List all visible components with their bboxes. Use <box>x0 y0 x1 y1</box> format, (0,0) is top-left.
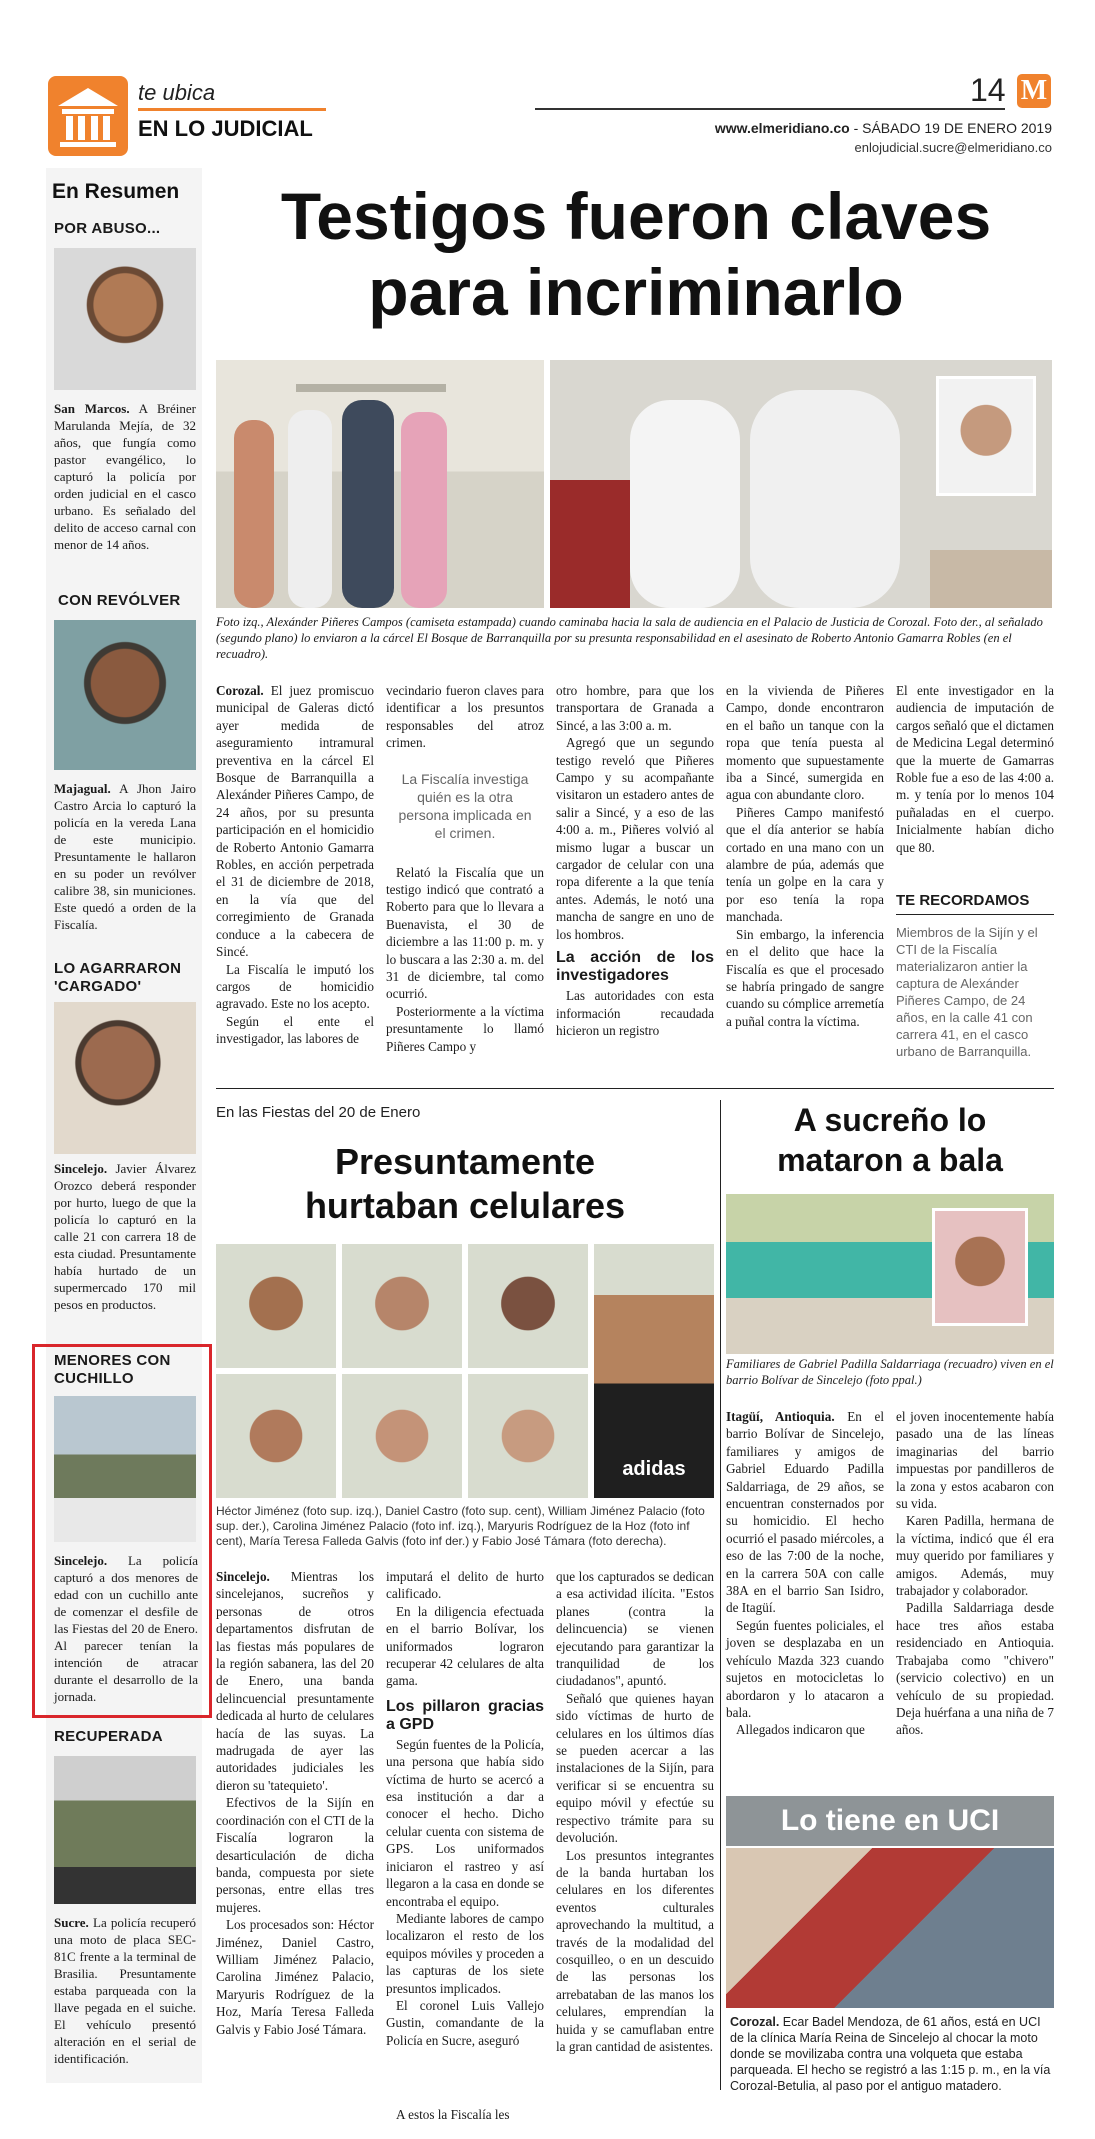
brief-photo <box>54 620 196 770</box>
paragraph: que los capturados se dedican a esa actividad ilícita. "Estos planes (contra la delincuencia) se vienen ejecutando para garantizar la tranquilidad de los ciudadanos", apuntó. <box>556 1569 714 1689</box>
brief-title: LO AGARRARON 'CARGADO' <box>54 960 182 995</box>
section-divider <box>216 1088 1054 1089</box>
paragraph: A estos la Fiscalía les <box>396 2107 510 2122</box>
paragraph: Mientras los sincelejanos, sucreños y personas de otros departamentos disfrutan de las fiestas más populares de la región sabanera, las del 20 de Enero, una banda delincuencial presuntamente dedicada al hurto de celulares hacía de las suyas. La madrugada de ayer las autoridades judiciales les dieron su 'tatequieto'. <box>216 1569 374 1793</box>
uci-headline: Lo tiene en UCI <box>780 1804 1000 1837</box>
paragraph: Mediante labores de campo localizaron el resto de los equipos móviles y proceden a las capturas de los siete presuntos implicados. <box>386 1910 544 1996</box>
brief-text <box>54 400 196 553</box>
issue-date: - SÁBADO 19 DE ENERO 2019 <box>849 120 1052 136</box>
paragraph: en la vivienda de Piñeres Campo, donde encontraron en el baño un tanque con la ropa que tenía puesta al momento que supuestamente iba a Sincé, sumergida en agua con abundante cloro. <box>726 683 884 803</box>
paragraph: Ecar Badel Mendoza, de 61 años, está en UCI de la clínica María Reina de Sincelejo al chocar la moto donde se movilizaba contra una volqueta que estaba parqueada. El hecho se registró a las 1:15 p. m., en la vía Corozal-Betulia, al paso por el antiguo matadero. <box>730 2015 1051 2093</box>
brief-photo <box>54 1396 196 1542</box>
suspect-photo <box>468 1374 588 1498</box>
uci-photo <box>726 1848 1054 2008</box>
suspect-photo <box>468 1244 588 1368</box>
celulares-col-3 <box>556 1568 714 2055</box>
victim-inset-photo <box>936 376 1036 496</box>
celulares-col-1 <box>216 1568 374 2038</box>
main-photo-left <box>216 360 544 608</box>
paragraph: Según fuentes policiales, el joven se desplazaba en un vehículo Mazda 323 cuando sujetos en motocicletas lo abordaron y lo atacaron a bala. <box>726 1617 884 1720</box>
uci-headline-banner <box>726 1796 1054 1846</box>
paragraph: Los presuntos integrantes de la banda hurtaban los celulares en los diferentes eventos culturales aprovechando la multitud, a través de la modalidad del cosquilleo, o en un descuido de las personas los arrebataban de las manos los celulares, emprendían la huida y se camuflaban entre la gran cantidad de asistentes. <box>556 1847 714 2054</box>
main-headline-line: para incriminarlo <box>368 255 904 329</box>
celulares-photo-caption: Héctor Jiménez (foto sup. izq.), Daniel Castro (foto sup. cent), William Jiménez Palacio (foto sup. der.), Carolina Jiménez Palacio (foto inf. izq.), Maryuris Rodríguez de la Hoz (foto inf cent), María Teresa Falleda Galvis (foto inf der.) y Fabio José Támara (foto derecha). <box>216 1504 705 1548</box>
bala-headline-line: mataron a bala <box>777 1142 1003 1178</box>
recordamos-text: Miembros de la Sijín y el CTI de la Fiscalía materializaron antier la captura de Alexánder Piñeres Campo, de 24 años, en la calle 41 con carrera 41, en el casco urbano de Barranquilla. <box>896 925 1038 1059</box>
paragraph: Sin embargo, la inferencia en el delito que hace la Fiscalía es que el procesado se habría pringado de sangre cuando su cómplice arremetía a puñal contra la víctima. <box>726 926 884 1029</box>
site-and-date <box>640 120 1052 136</box>
brief-body: La policía recuperó una moto de placa SEC-81C frente a la terminal de Brasilia. Presuntamente estaba parqueada con la llave pegada en el suiche. El vehículo presentó alteración en el serial de identificación. <box>54 1915 196 2066</box>
suspect-photo <box>216 1374 336 1498</box>
brief-photo <box>54 1002 196 1154</box>
paragraph: Karen Padilla, hermana de la víctima, indicó que él era muy querido por familiares y amigos. Además, muy trabajador y colaborador. <box>896 1513 1054 1599</box>
main-photo-caption: Foto izq., Alexánder Piñeres Campos (camiseta estampada) cuando caminaba hacia la sala de audiencia en el Palacio de Justicia de Corozal. Foto der., al señalado (segundo plano) lo enviaron a la cárcel El Bosque de Barranquilla por su presunta responsabilidad en el asesinato de Roberto Antonio Gamarra Robles (en el recuadro). <box>216 615 1043 661</box>
brief-title: CON REVÓLVER <box>58 592 181 609</box>
recordamos-title: TE RECORDAMOS <box>896 892 1030 909</box>
paragraph: Efectivos de la Sijín en coordinación con el CTI de la Fiscalía lograron la desarticulación de dicha banda, compuesta por siete personas, entre ellas tres mujeres. <box>216 1795 374 1915</box>
suspect-photo <box>342 1244 462 1368</box>
brief-photo <box>54 1756 196 1904</box>
dateline: Itagüí, Antioquia. <box>726 1409 835 1424</box>
paragraph: Los procesados son: Héctor Jiménez, Daniel Castro, William Jiménez Palacio, Carolina Jiménez Palacio, Maryuris Rodríguez de la Hoz, María Teresa Falleda Galvis y Fabio José Támara. <box>216 1917 374 2037</box>
dateline: Corozal. <box>216 683 264 698</box>
brief-title: MENORES CON CUCHILLO <box>54 1352 171 1387</box>
dateline: Corozal. <box>730 2015 780 2029</box>
section-kicker-rule <box>138 108 326 111</box>
bala-col-1 <box>726 1408 884 1739</box>
paragraph: Según fuentes de la Policía, una persona que había sido víctima de hurto se acercó a esa institución a dar a conocer el hecho. Dicho celular cuenta con sistema de GPS. Los uniformados iniciaron el rastreo y así llegaron a la casa en donde se encontraba el equipo. <box>386 1736 544 1909</box>
brief-place: Sucre. <box>54 1915 89 1930</box>
paragraph: La Fiscalía le imputó los cargos de homicidio agravado. Este no los acepto. <box>216 961 374 1012</box>
main-col-2 <box>386 682 544 1055</box>
logo-letter: M <box>1020 75 1048 106</box>
main-headline <box>216 178 1056 330</box>
brief-body: La policía capturó a dos menores de edad con un cuchillo ante de comenzar el desfile de las Fiestas del 20 de Enero. Al parecer tenían la intención de atracar durante el desarrollo de la jornada. <box>54 1553 198 1704</box>
paragraph: Relató la Fiscalía que un testigo indicó que contrató a Roberto para que lo llevara a Buenavista, el 30 de diciembre a las 11:00 p. m. y lo buscara a las 2:30 a. m. del 31 de diciembre, tal como ocurrió. <box>386 864 544 1002</box>
bala-photo-caption: Familiares de Gabriel Padilla Saldarriaga (recuadro) viven en el barrio Bolívar de Sincelejo (foto ppal.) <box>726 1357 1054 1387</box>
main-col-5 <box>896 682 1054 856</box>
brief-place: Sincelejo. <box>54 1161 108 1176</box>
section-logo-icon <box>48 76 128 156</box>
uci-text <box>730 2014 1052 2094</box>
section-kicker: te ubica <box>138 80 216 105</box>
brief-place: Majagual. <box>54 781 111 796</box>
paragraph: el joven inocentemente había pasado una de las líneas imaginarias del barrio impuestas por pandilleros de la zona y estos acabaron con su vida. <box>896 1409 1054 1512</box>
paragraph: Las autoridades con esta información recaudada hicieron un registro <box>556 988 714 1038</box>
brief-place: San Marcos. <box>54 401 130 416</box>
paragraph: imputará el delito de hurto calificado. <box>386 1569 544 1602</box>
paragraph: En el barrio Bolívar de Sincelejo, familiares y amigos de Gabriel Eduardo Padilla Saldarriaga, de 29 años, se encuentran consternados por su homicidio. El hecho ocurrió el pasado miércoles, a eso de las 7:00 de la noche, en la carrera 50A con calle 38A en el barrio San Isidro, de Itagüí. <box>726 1409 884 1616</box>
dateline: Sincelejo. <box>216 1569 270 1584</box>
bala-col-2 <box>896 1408 1054 1739</box>
recordamos-rule <box>896 914 1054 915</box>
header-top-rule <box>535 108 1005 110</box>
newspaper-logo-icon <box>1017 74 1051 108</box>
column-divider <box>720 1100 721 2090</box>
brief-place: Sincelejo. <box>54 1553 108 1568</box>
section-email[interactable]: enlojudicial.sucre@elmeridiano.co <box>854 140 1052 155</box>
pullquote: La Fiscalía investiga quién es la otra persona implicada en el crimen. <box>398 770 532 841</box>
brief-text <box>54 780 196 933</box>
paragraph: El coronel Luis Vallejo Gustin, comandante de la Policía en Sucre, aseguró <box>386 1997 544 2048</box>
subhead: Los pillaron gracias a GPD <box>386 1697 544 1733</box>
suspect-photo-large <box>594 1244 714 1498</box>
suspect-photo <box>342 1374 462 1498</box>
paragraph: otro hombre, para que los transportara de Granada a Sincé, a las 3:00 a. m. <box>556 683 714 733</box>
brief-text <box>54 1160 196 1313</box>
celulares-headline-line: Presuntamente <box>334 1141 596 1182</box>
celulares-col-2 <box>386 1568 544 2049</box>
paragraph: Allegados indicaron que <box>736 1722 865 1738</box>
paragraph: El juez promiscuo municipal de Galeras dictó ayer medida de aseguramiento intramural preventiva en la cárcel El Bosque de Barranquilla a Alexánder Piñeres Campo, de 24 años, por su presunta participación en el homicidio de Roberto Antonio Gamarra Robles, en acción perpetrada el 31 de diciembre de 2018, en la vía que del corregimiento de Granada conduce a la cabecera de Sincé. <box>216 683 374 960</box>
brief-body: Javier Álvarez Orozco deberá responder por hurto, luego de que la policía lo capturó en la calle 21 con carrera 18 de esta ciudad. Presuntamente había hurtado de un supermercado 170 mil pesos en productos. <box>54 1161 196 1312</box>
main-col-4 <box>726 682 884 1030</box>
brief-body: A Bréiner Marulanda Mejía, de 32 años, que fungía como pastor evangélico, lo capturó la policía por orden judicial en el casco urbano. Es señalado del delito de acceso carnal con menor de 14 años. <box>54 401 196 552</box>
paragraph: Señaló que quienes hayan sido víctimas de hurto de celulares en los últimos días se pueden acercar a las instalaciones de la Sijín, para verificar si se encuentra su equipo móvil y efectúe su respectivo trámite para su devolución. <box>556 1690 714 1846</box>
sidebar-title: En Resumen <box>52 180 180 203</box>
main-col-1 <box>216 682 374 1048</box>
site-url[interactable]: www.elmeridiano.co <box>714 120 850 136</box>
brief-photo <box>54 248 196 390</box>
bala-headline-line: A sucreño lo <box>793 1102 987 1138</box>
celulares-headline <box>216 1140 714 1228</box>
section-name: EN LO JUDICIAL <box>138 116 313 141</box>
brief-text <box>54 1552 198 1705</box>
celulares-kicker: En las Fiestas del 20 de Enero <box>216 1104 421 1121</box>
bala-headline <box>726 1100 1054 1180</box>
paragraph: Agregó que un segundo testigo reveló que Piñeres Campo y su acompañante visitaron un estadero antes de salir a Sincé, y a eso de las 4:00 a. m., Piñeres volvió al mismo lugar a buscar un cargador de celular con una ropa diferente a la que tenía antes. Además, le notó una mancha de sangre en uno de los hombros. <box>556 735 714 942</box>
celulares-headline-line: hurtaban celulares <box>304 1185 626 1226</box>
paragraph: Piñeres Campo manifestó que el día anterior se había cortado en una mano con un alambre de púa, además que tenía un golpe en la cara y por eso tenía la ropa manchada. <box>726 804 884 925</box>
brief-text <box>54 1914 196 2067</box>
brief-title: RECUPERADA <box>54 1728 163 1745</box>
paragraph: Padilla Saldarriaga desde hace tres años estaba residenciado en Antioquia. Trabajaba como "chivero" (servicio colectivo) en un vehículo de su propiedad. Deja huérfana a una niña de 7 años. <box>896 1600 1054 1738</box>
subhead: La acción de los investigadores <box>556 949 714 985</box>
brief-body: A Jhon Jairo Castro Arcia lo capturó la policía en la vereda Lana de este municipio. Presuntamente le hallaron en su poder un revólver calibre 38, sin municiones. Este quedó a orden de la Fiscalía. <box>54 781 196 932</box>
bala-inset-photo <box>932 1208 1028 1326</box>
main-col-3 <box>556 682 714 1039</box>
paragraph: vecindario fueron claves para identificar a los presuntos responsables del atroz crimen. <box>386 683 544 751</box>
brief-title: POR ABUSO... <box>54 220 161 237</box>
paragraph: El ente investigador en la audiencia de imputación de cargos señaló que el dictamen de Medicina Legal determinó que la muerte de Gamarras Roble fue a eso de las 4:00 a. m. y tenía por lo menos 104 puñaladas en el cuerpo. Inicialmente habían dicho que 80. <box>896 683 1054 855</box>
paragraph: En la diligencia efectuada en el barrio Bolívar, los uniformados lograron recuperar 42 celulares de alta gama. <box>386 1603 544 1689</box>
page-number: 14 <box>970 72 1006 108</box>
paragraph: Según el ente el investigador, las labores de <box>216 1013 374 1047</box>
main-headline-line: Testigos fueron claves <box>280 179 992 253</box>
shirt-text: adidas <box>622 1458 686 1480</box>
paragraph: Posteriormente a la víctima presuntamente lo llamó Piñeres Campo y <box>386 1003 544 1054</box>
suspect-photo <box>216 1244 336 1368</box>
